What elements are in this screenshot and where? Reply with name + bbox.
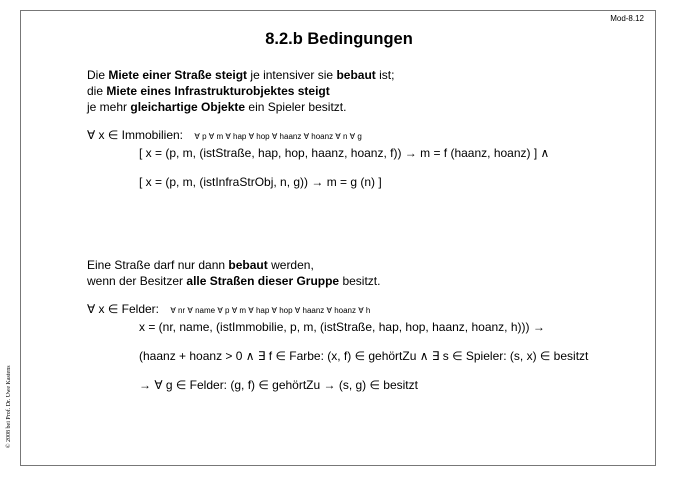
text: wenn der Besitzer — [87, 274, 187, 288]
page-title: 8.2.b Bedingungen — [265, 30, 413, 48]
formula2-line3: → ∀ g ∈ Felder: (g, f) ∈ gehörtZu → (s, g) ∈ besitzt — [139, 378, 418, 392]
text: Eine Straße darf nur dann — [87, 258, 229, 272]
block1-line2 — [87, 84, 330, 98]
text: ein Spieler besitzt. — [245, 100, 347, 114]
formula2-line1: x = (nr, name, (istImmobilie, p, m, (istStraße, hap, hop, haanz, hoanz, h))) → — [139, 320, 545, 334]
block2-line2 — [87, 274, 380, 288]
bold-text: bebaut — [228, 258, 268, 272]
text: werden, — [267, 258, 314, 272]
text: je intensiver sie — [247, 68, 337, 82]
copyright-note: © 2008 bei Prof. Dr. Uwe Kastens — [6, 365, 12, 448]
block2-line1 — [87, 258, 314, 272]
formula1-head-line — [87, 128, 362, 144]
bold-text: alle Straßen dieser Gruppe — [186, 274, 340, 288]
formula2-line2: (haanz + hoanz > 0 ∧ ∃ f ∈ Farbe: (x, f) ∈ gehörtZu ∧ ∃ s ∈ Spieler: (s, x) ∈ besitzt — [139, 349, 589, 363]
text: ist; — [375, 68, 395, 82]
formula2-quantifiers: ∀ nr ∀ name ∀ p ∀ m ∀ hap ∀ hop ∀ haanz ∀ hoanz ∀ h — [170, 306, 371, 315]
formula1-line2: [ x = (p, m, (istInfraStrObj, n, g)) → m = g (n) ] — [139, 175, 382, 189]
formula1-head: ∀ x ∈ Immobilien: — [87, 128, 184, 142]
formula1-line1: [ x = (p, m, (istStraße, hap, hop, haanz, hoanz, f)) → m = f (haanz, hoanz) ] ∧ — [139, 146, 550, 160]
bold-text: Miete einer Straße steigt — [108, 68, 248, 82]
text: Die — [87, 68, 109, 82]
formula1-quantifiers: ∀ p ∀ m ∀ hap ∀ hop ∀ haanz ∀ hoanz ∀ n ∀ g — [194, 132, 362, 141]
text: die — [87, 84, 107, 98]
formula2-head-line — [87, 302, 370, 318]
bold-text: Miete eines Infrastrukturobjektes steigt — [106, 84, 330, 98]
bold-text: gleichartige Objekte — [130, 100, 246, 114]
text: besitzt. — [339, 274, 381, 288]
bold-text: bebaut — [336, 68, 376, 82]
block1-line3 — [87, 100, 346, 114]
page-id: Mod-8.12 — [610, 14, 644, 23]
formula2-head: ∀ x ∈ Felder: — [87, 302, 160, 316]
text: je mehr — [87, 100, 131, 114]
block1-line1 — [87, 68, 394, 82]
